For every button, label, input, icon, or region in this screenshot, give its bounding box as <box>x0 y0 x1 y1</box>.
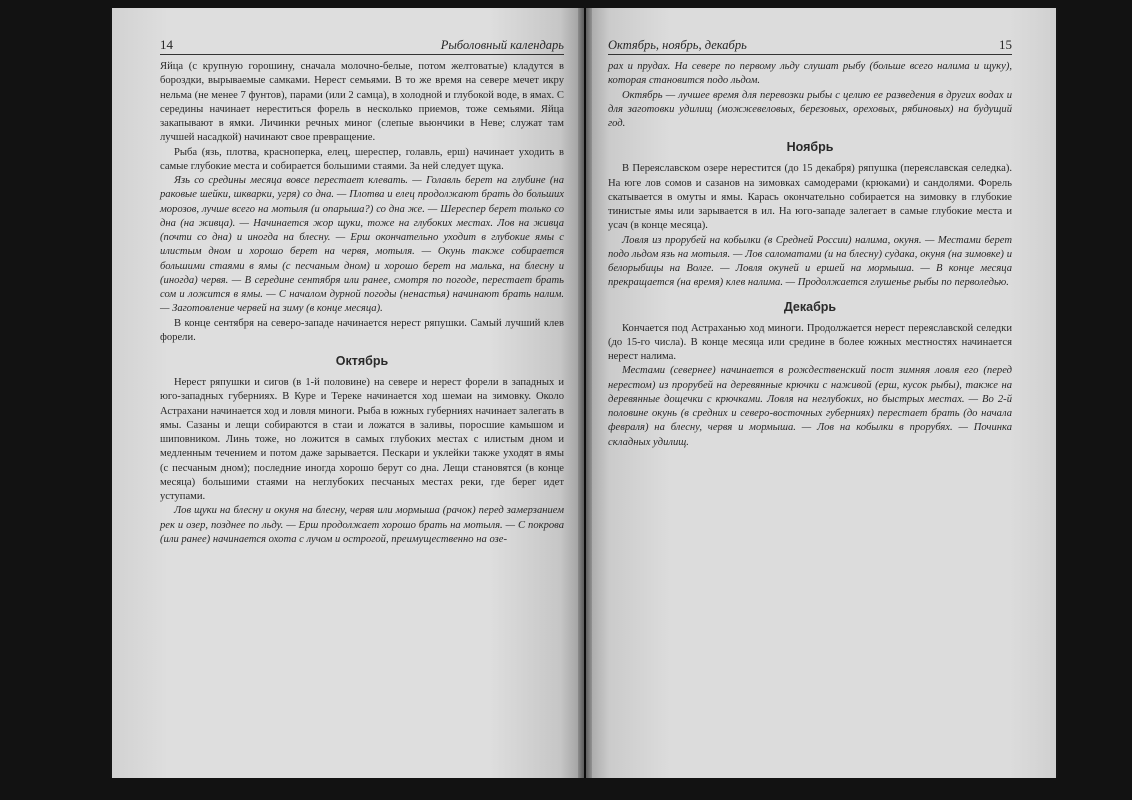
left-running-title: Рыболовный календарь <box>440 38 564 52</box>
paragraph: Ловля из прорубей на кобылки (в Средней России) налима, окуня. — Местами берет подо льдом язь на мотыля. — Лов саломатами (и на блесну) судака, окуня (на зимовке) и белорыбицы на Волге. — Ловля окуней и ершей на мормыша. — В конце месяца прекращается (на время) клев налима. — Продолжается глушенье рыбы по перволедью. <box>608 234 1012 289</box>
right-page <box>586 8 1056 778</box>
paragraph: В Переяславском озере нерестится (до 15 декабря) ряпушка (переяславская селедка). На юге лов сомов и сазанов на зимовках самодерами (крюками) и сандолями. Форель скатывается в омуты и ямы. Карась окончательно собирается на зимовку в глубокие тинистые ямы или зарывается в ил. На юго-западе залегает в самые глубокие места и усач (в конце месяца). <box>608 163 1012 232</box>
paragraph: рах и прудах. На севере по первому льду слушат рыбу (больше всего налима и щуку), которая становится подо льдом. <box>608 61 1012 87</box>
right-page-number: 15 <box>999 37 1012 52</box>
left-page-header <box>160 38 564 55</box>
left-page-number: 14 <box>160 37 173 52</box>
paragraph: Лов щуки на блесну и окуня на блесну, червя или мормыша (рачок) перед замерзанием рек и озер, позднее по льду. — Ерш продолжает хорошо брать на мотыля. — С покрова (или ранее) начинается охота с лучом и острогой, преимущественно на озе- <box>160 505 564 545</box>
paragraph: Кончается под Астраханью ход миноги. Продолжается нерест переяславской селедки (до 15-го числа). В конце месяца или средине в более южных местностях начинается нерест налима. <box>608 322 1012 362</box>
left-page <box>112 8 584 778</box>
paragraph: Нерест ряпушки и сигов (в 1-й половине) на севере и нерест форели в западных и юго-западных губерниях. В Куре и Тереке начинается ход шемаи на зимовку. Около Астрахани начинается ход и ловля миноги. Рыба в южных губерниях начинает залегать в ямы. Сазаны и лещи собираются в стаи и ложатся в заливы, поросшие камышом и шиповником. Линь тоже, но ложится в самых глубоких местах с илистым дном и медленным течением и потом даже зарывается. Пескари и уклейки также уходят в ямы (с песчаным дном); последние иногда хорошо берут со дна. Лещи становятся (в конце месяца) большими стаями на неглубоких песчаных местах реки, где берег идет уступами. <box>160 377 564 502</box>
paragraph: Октябрь — лучшее время для перевозки рыбы с целию ее разведения в других водах и для заготовки удилищ (можжевеловых, березовых, ореховых, рябиновых) на будущий год. <box>608 89 1012 129</box>
right-page-body <box>608 60 1012 450</box>
paragraph: Местами (севернее) начинается в рождественский пост зимняя ловля его (перед нерестом) из прорубей на деревянные крючки с наживой (ерш, кусок рыбы), также на деревянные дощечки с крючками. Ловля на неглубоких, но быстрых местах. — Во 2-й половине окунь (в средних и северо-восточных губерниях) перестает брать (до начала февраля) на блесну, червя и мормыша. — Лов на кобылки в прорубях. — Починка складных удилищ. <box>608 365 1012 448</box>
section-heading: Ноябрь <box>786 140 834 155</box>
book-gutter <box>578 8 592 778</box>
paragraph: Рыба (язь, плотва, красноперка, елец, шереспер, голавль, ерш) начинает уходить в самые глубокие места и собирается большими стаями. За ней следует щука. <box>160 146 564 172</box>
section-heading: Октябрь <box>335 354 389 368</box>
section-heading: Декабрь <box>783 299 837 314</box>
paragraph: Язь со средины месяца вовсе перестает клевать. — Голавль берет на глубине (на раковые шейки, шкварки, угря) со дна. — Плотва и елец продолжают брать до больших морозов, лучше всего на мотыля (и опарыша?) со дна же. — Шереспер берет только со дна (на живца). — Начинается жор щуки, тоже на глубоких местах. Лов на живца (почти со дна) и иногда на блесну. — Ерш окончательно уходит в глубокие ямы с илистым дном и хорошо берет на червя, мотыля. — Окунь также собирается большими стаями в ямы (с песчаным дном) и хорошо берет на малька, на блесну и (иногда) червя. — В середине сентября или ранее, смотря по погоде, перестает брать сом и ложится в ямы. — С началом дурной погоды (ненастья) начинают брать налим. — Заготовление червей на зиму (в конце месяца). <box>160 175 564 315</box>
open-book <box>110 8 1058 778</box>
paragraph: В конце сентября на северо-западе начинается нерест ряпушки. Самый лучший клев форели. <box>160 317 564 343</box>
right-page-header <box>608 38 1012 55</box>
paragraph: Яйца (с крупную горошину, сначала молочно-белые, потом желтоватые) кладутся в бороздки, вырываемые самками. Нерест семьями. В то же время на севере мечет икру нельма (не менее 7 фунтов), парами (или 2 самца), в холодной и глубокой воде, в ямах. С середины начинает нереститься форель в несколько приемов, тоже семьями. Яйца закапывают в ямки. Личинки речных миног (слепые вьюнчики в Неве; служат там лучшей насадкой) начинают свое превращение. <box>160 61 564 144</box>
right-running-title: Октябрь, ноябрь, декабрь <box>608 38 747 52</box>
left-page-body <box>160 60 564 547</box>
